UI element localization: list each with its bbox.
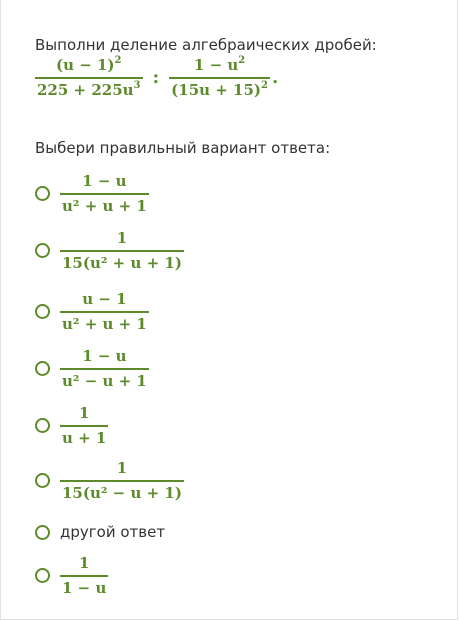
- option-numerator: u − 1: [82, 290, 127, 308]
- option-fraction: [60, 172, 149, 215]
- option-fraction: [60, 404, 108, 447]
- radio-button[interactable]: [35, 304, 50, 319]
- radio-button[interactable]: [35, 243, 50, 258]
- right-denominator-exp: 2: [261, 79, 269, 91]
- select-prompt: Выбери правильный вариант ответа:: [35, 139, 331, 157]
- answer-option-8[interactable]: [35, 554, 108, 597]
- option-fraction: [60, 290, 149, 333]
- option-text: другой ответ: [60, 523, 166, 541]
- option-fraction: [60, 347, 149, 390]
- option-numerator: 1: [78, 554, 90, 572]
- division-operator: :: [152, 66, 160, 88]
- answer-option-2[interactable]: [35, 229, 184, 272]
- option-numerator: 1: [78, 404, 90, 422]
- right-fraction: [169, 56, 270, 99]
- task-expression: [35, 56, 278, 99]
- option-numerator: 1 − u: [82, 172, 127, 190]
- answer-option-1[interactable]: [35, 172, 149, 215]
- answer-option-6[interactable]: [35, 459, 184, 502]
- option-numerator: 1: [116, 229, 128, 247]
- option-fraction: [60, 554, 108, 597]
- answer-option-4[interactable]: [35, 347, 149, 390]
- option-fraction: [60, 229, 184, 272]
- answer-option-3[interactable]: [35, 290, 149, 333]
- radio-button[interactable]: [35, 473, 50, 488]
- answer-option-7[interactable]: [35, 523, 165, 541]
- option-denominator: 15(u² + u + 1): [62, 253, 182, 272]
- radio-button[interactable]: [35, 418, 50, 433]
- radio-button[interactable]: [35, 568, 50, 583]
- option-denominator: 1 − u: [62, 578, 107, 597]
- radio-button[interactable]: [35, 361, 50, 376]
- option-denominator: u + 1: [62, 428, 107, 447]
- option-fraction: [60, 459, 184, 502]
- right-denominator: (15u + 15): [171, 80, 262, 99]
- left-fraction: [35, 56, 143, 99]
- left-numerator-exp: 2: [114, 55, 122, 66]
- right-numerator: 1 − u: [193, 56, 239, 74]
- option-denominator: u² + u + 1: [62, 196, 147, 215]
- task-prompt: Выполни деление алгебраических дробей:: [35, 36, 377, 54]
- radio-button[interactable]: [35, 525, 50, 540]
- radio-button[interactable]: [35, 186, 50, 201]
- left-denominator-exp: 3: [133, 79, 141, 91]
- answer-option-5[interactable]: [35, 404, 108, 447]
- left-numerator: (u − 1): [55, 56, 115, 74]
- right-numerator-exp: 2: [238, 55, 246, 66]
- expression-end: .: [272, 66, 279, 88]
- option-denominator: u² + u + 1: [62, 314, 147, 333]
- option-numerator: 1 − u: [82, 347, 127, 365]
- option-denominator: 15(u² − u + 1): [62, 483, 182, 502]
- option-numerator: 1: [116, 459, 128, 477]
- option-denominator: u² − u + 1: [62, 371, 147, 390]
- left-denominator: 225 + 225u: [37, 80, 134, 99]
